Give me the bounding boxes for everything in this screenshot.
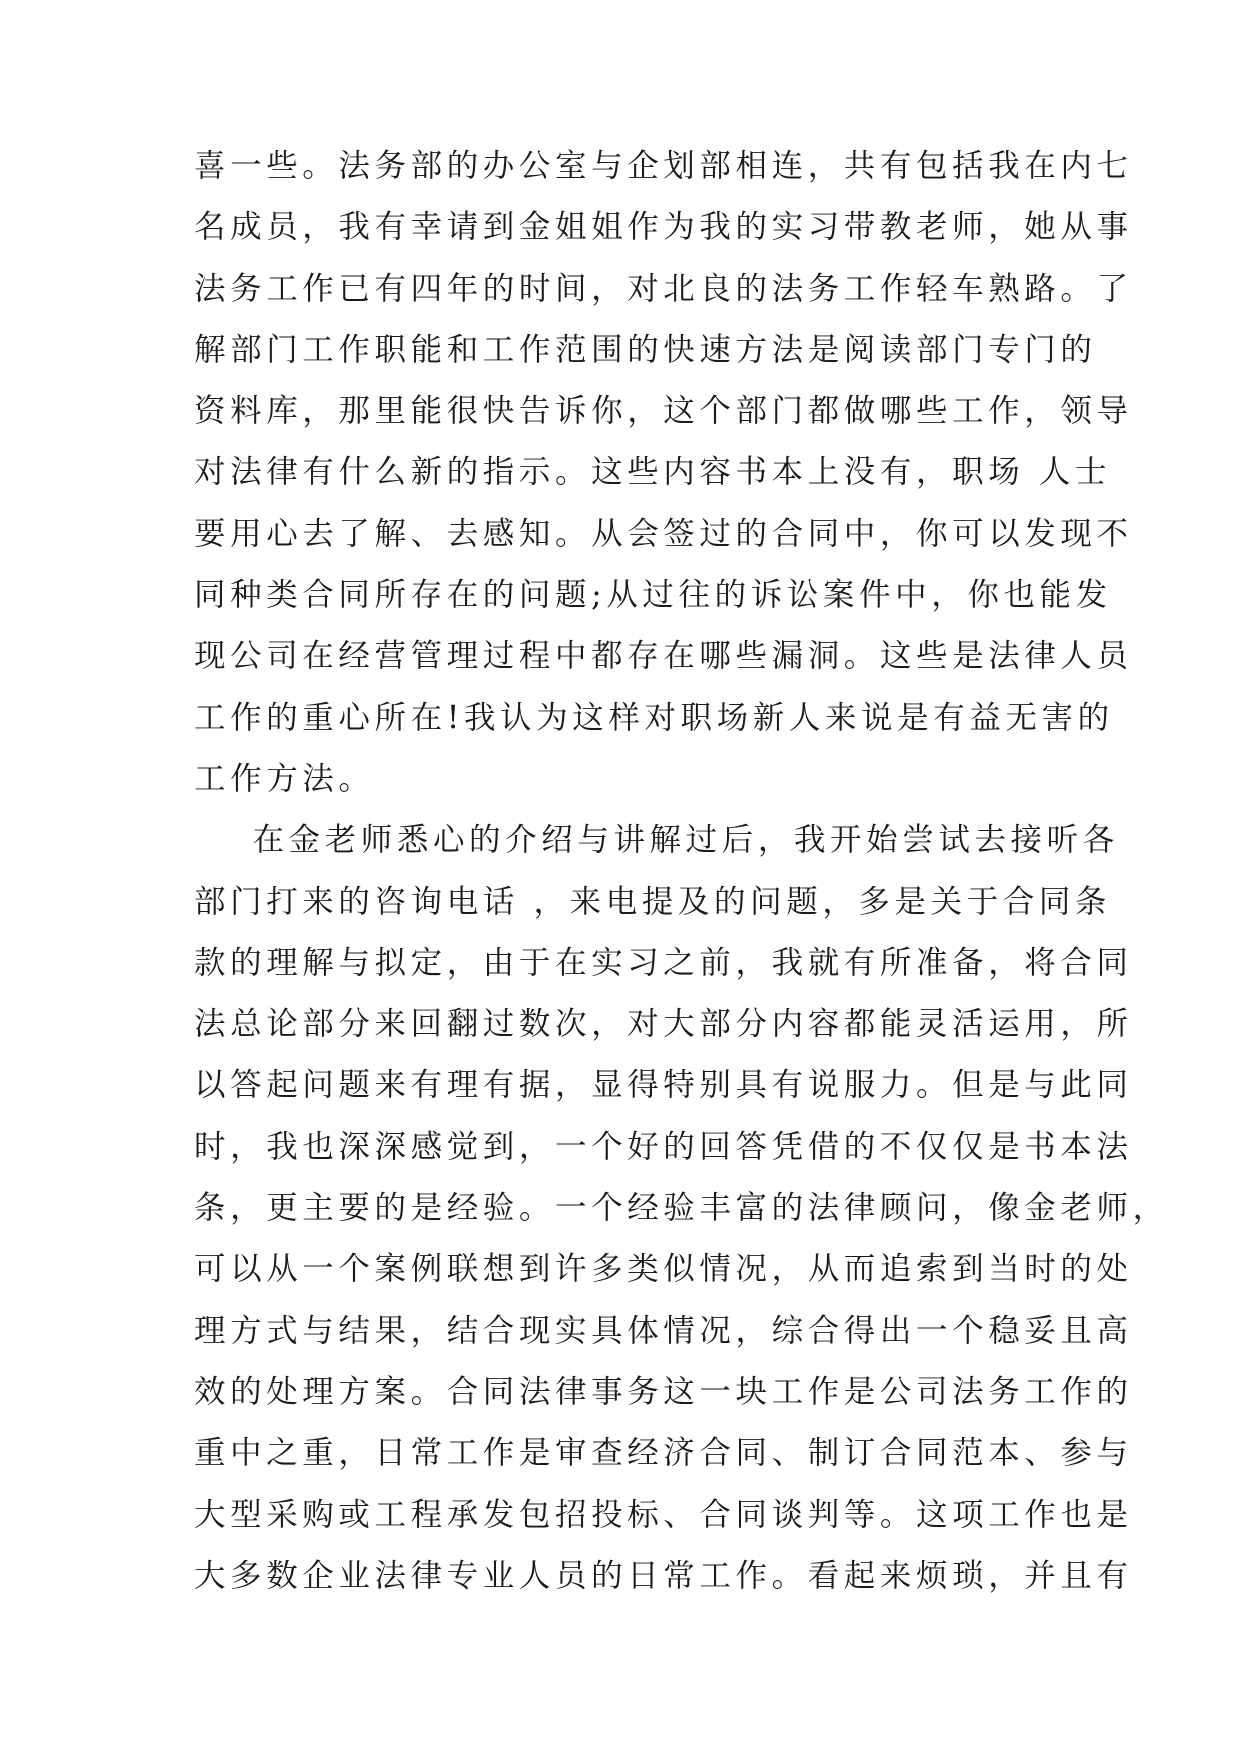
text-line: 理方式与结果，结合现实具体情况，综合得出一个稳妥且高 bbox=[194, 1312, 1133, 1349]
text-line: 在金老师悉心的介绍与讲解过后，我开始尝试去接听各 bbox=[194, 822, 1119, 859]
text-line: 部门打来的咨询电话 ，来电提及的问题，多是关于合同条 bbox=[194, 883, 1112, 920]
text-line: 效的处理方案。合同法律事务这一块工作是公司法务工作的 bbox=[194, 1373, 1133, 1410]
text-line: 款的理解与拟定，由于在实习之前，我就有所准备，将合同 bbox=[194, 944, 1133, 981]
text-line: 法务工作已有四年的时间，对北良的法务工作轻车熟路。了 bbox=[194, 270, 1133, 307]
text-line: 以答起问题来有理有据，显得特别具有说服力。但是与此同 bbox=[194, 1067, 1133, 1104]
text-line: 大型采购或工程承发包招投标、合同谈判等。这项工作也是 bbox=[194, 1496, 1133, 1533]
text-line: 重中之重，日常工作是审查经济合同、制订合同范本、参与 bbox=[194, 1435, 1133, 1472]
body-text bbox=[194, 136, 1169, 1607]
text-line: 工作的重心所在!我认为这样对职场新人来说是有益无害的 bbox=[194, 699, 1114, 736]
text-line: 现公司在经营管理过程中都存在哪些漏洞。这些是法律人员 bbox=[194, 638, 1133, 675]
text-line: 对法律有什么新的指示。这些内容书本上没有，职场 人士 bbox=[194, 454, 1112, 491]
text-line: 条，更主要的是经验。一个经验丰富的法律顾问，像金老师， bbox=[194, 1190, 1169, 1227]
text-line: 工作方法。 bbox=[194, 760, 375, 797]
text-line: 要用心去了解、去感知。从会签过的合同中，你可以发现不 bbox=[194, 515, 1133, 552]
text-line: 时，我也深深感觉到，一个好的回答凭借的不仅仅是书本法 bbox=[194, 1128, 1133, 1165]
text-line: 名成员，我有幸请到金姐姐作为我的实习带教老师，她从事 bbox=[194, 209, 1133, 246]
text-line: 大多数企业法律专业人员的日常工作。看起来烦琐，并且有 bbox=[194, 1557, 1133, 1594]
text-line: 法总论部分来回翻过数次，对大部分内容都能灵活运用，所 bbox=[194, 1006, 1133, 1043]
text-line: 同种类合同所存在的问题;从过往的诉讼案件中，你也能发 bbox=[194, 577, 1112, 614]
text-line: 资料库，那里能很快告诉你，这个部门都做哪些工作，领导 bbox=[194, 393, 1133, 430]
text-line: 可以从一个案例联想到许多类似情况，从而追索到当时的处 bbox=[194, 1251, 1133, 1288]
text-line: 解部门工作职能和工作范围的快速方法是阅读部门专门的 bbox=[194, 331, 1097, 368]
text-line: 喜一些。法务部的办公室与企划部相连，共有包括我在内七 bbox=[194, 148, 1133, 184]
